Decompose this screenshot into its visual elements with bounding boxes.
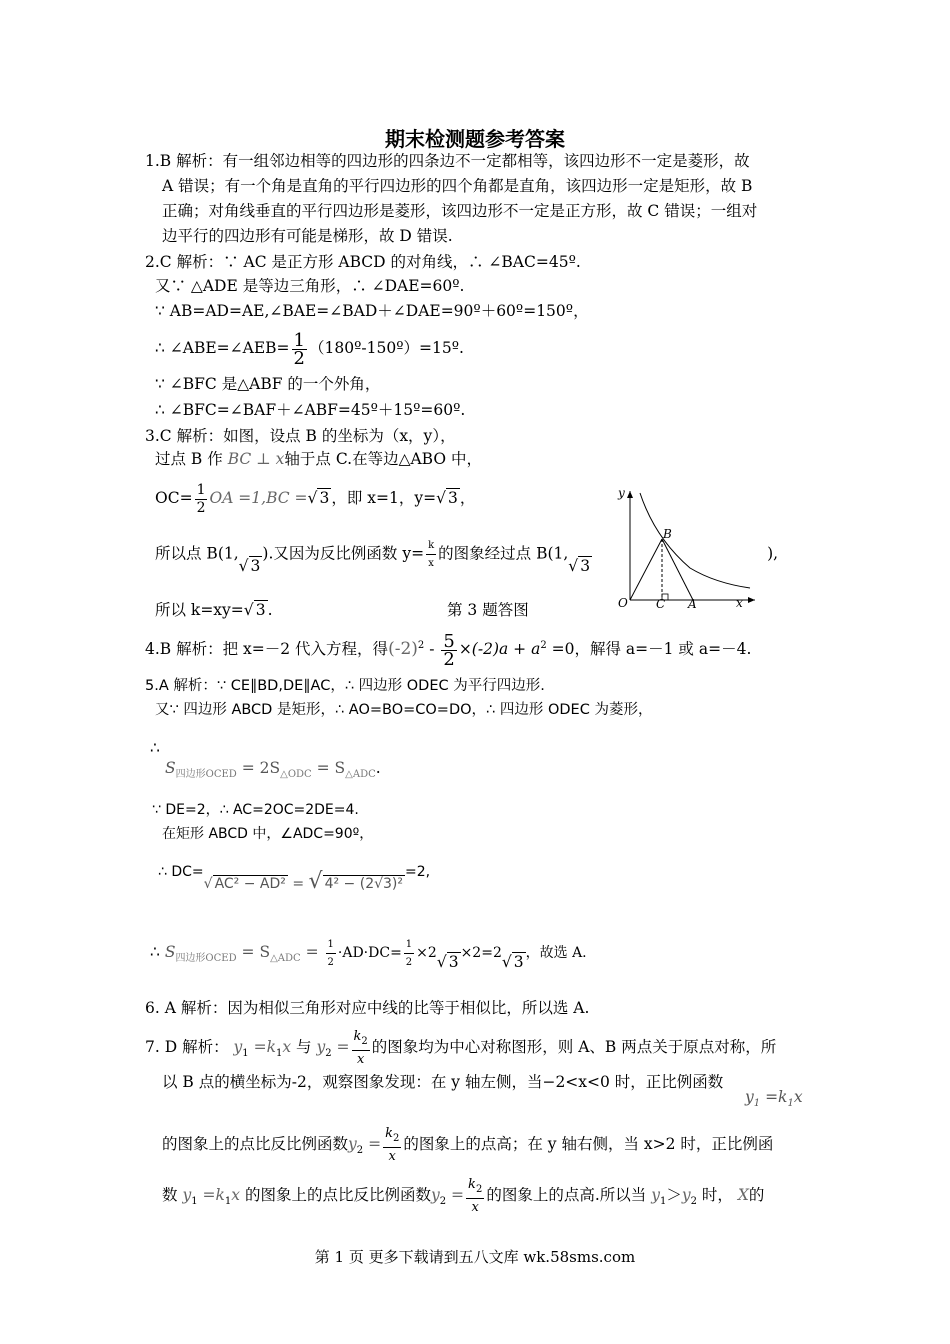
q2-line-1: 2.C 解析：∵ AC 是正方形 ABCD 的对角线，∴ ∠BAC=45º.	[145, 253, 581, 271]
q3-line-4: 所以点 B(1,√ 3).又因为反比例函数 y= $\frac{k}{x}$ 的图象经过点 B(1,√ 3),	[155, 537, 778, 572]
q3-caption: 第 3 题答图	[447, 601, 529, 619]
side-BA	[662, 539, 693, 600]
x-axis-arrow	[748, 597, 755, 603]
q5-line-5: 在矩形 ABCD 中，∠ADC=90º，	[162, 826, 374, 842]
q1-line-4: 边平行的四边形有可能是梯形，故 D 错误.	[162, 227, 453, 245]
label-B: B	[663, 527, 672, 541]
q4-line: 4.B 解析：把 x=－2 代入方程，得$(-2)^2$ - $\frac{5}{2}$ $\times(-2)a + a^2 =0$，解得 a=－1 或 a=－4.	[145, 630, 752, 670]
q3-line-2: 过点 B 作 BC ⊥ x轴于点 C.在等边△ABO 中，	[155, 450, 482, 468]
q2-line-2: 又∵ △ADE 是等边三角形，∴ ∠DAE=60º.	[155, 277, 465, 295]
q3-line-3: OC= $\frac{1}{2}$ OA =1,BC =√ 3 ，即 x=1，y=√ 3 ，	[155, 481, 476, 516]
q2-line-6: ∴ ∠BFC=∠BAF＋∠ABF=45º＋15º=60º.	[155, 401, 466, 419]
q7-line-1: 7. D 解析： $y_1 =k_1x$ 与 $y_2$ = $\frac{k_2}{x}$ 的图象均为中心对称图形，则 A、B 两点关于原点对称，所	[145, 1029, 777, 1067]
y-axis-arrow	[627, 491, 633, 498]
label-y: y	[618, 486, 625, 500]
q3-line-5: 所以 k=xy=√ 3 .	[155, 601, 273, 619]
q2-line-3: ∵ AB=AD=AE,∠BAE=∠BAD＋∠DAE=90º＋60º=150º，	[155, 302, 589, 320]
q6-line: 6. A 解析：因为相似三角形对应中线的比等于相似比，所以选 A.	[145, 999, 590, 1017]
hyperbola-curve	[640, 493, 750, 588]
q5-line-2: 又∵ 四边形 ABCD 是矩形，∴ AO=BO=CO=DO，∴ 四边形 ODEC 为菱形，	[155, 702, 653, 718]
page-footer: 第 1 页 更多下载请到五八文库 wk.58sms.com	[314, 1248, 636, 1266]
q2-line-5: ∵ ∠BFC 是△ABF 的一个外角，	[155, 375, 381, 393]
page-title: 期末检测题参考答案	[385, 127, 565, 151]
q5-line-1: 5.A 解析：∵ CE∥BD,DE∥AC，∴ 四边形 ODEC 为平行四边形.	[145, 678, 545, 694]
q1-line-3: 正确；对角线垂直的平行四边形是菱形，该四边形不一定是正方形，故 C 错误；一组对	[162, 202, 758, 220]
q7-formula-y1: $y_1 =k_1x$	[745, 1088, 803, 1109]
side-OB	[630, 539, 662, 600]
q3-graph	[610, 483, 760, 613]
q5-line-6: ∴ DC=√ AC² − AD² = √ 4² − (2√3)²=2,	[158, 864, 431, 894]
q5-line-4: ∵ DE=2，∴ AC=2OC=2DE=4.	[152, 802, 359, 818]
label-C: C	[656, 597, 666, 611]
q7-line-2: 以 B 点的横坐标为-2，观察图象发现：在 y 轴左侧，当−2<x<0 时，正比例函数	[162, 1073, 724, 1091]
q1-line-1: 1.B 解析：有一组邻边相等的四边形的四条边不一定都相等，该四边形不一定是菱形，故	[145, 152, 750, 170]
q3-line-1: 3.C 解析：如图，设点 B 的坐标为（x，y），	[145, 427, 456, 445]
q2-line-4: ∴ ∠ABE=∠AEB= $\frac{1}{2}$ （180º-150º）=15º.	[155, 329, 464, 369]
label-x: x	[736, 596, 743, 610]
label-A: A	[688, 597, 697, 611]
q7-line-3: 的图象上的点比反比例函数$y_2$ = $\frac{k_2}{x}$ 的图象上的点高；在 y 轴右侧，当 x>2 时，正比例函	[162, 1126, 774, 1164]
q7-line-4: 数 $y_1 =k_1x$ 的图象上的点比反比例函数$y_2$ = $\frac{k_2}{x}$ 的图象上的点高.所以当 $y_1>y_2$ 时， X的	[162, 1177, 765, 1215]
label-O: O	[618, 596, 628, 610]
q5-line-7: ∴ $S_{四边形OCED} = S_{\triangle ADC}$ = $\frac{1}{2}$ ·AD·DC= $\frac{1}{2}$ ×2√ 3 ×2=2√ 3 ，故选 A.	[150, 935, 587, 976]
q5-line-3: ∴ $S_{四边形OCED} = 2S_{\triangle ODC} = S_{\triangle ADC}$.	[150, 739, 381, 780]
q1-line-2: A 错误；有一个角是直角的平行四边形的四个角都是直角，该四边形一定是矩形，故 B	[162, 177, 753, 195]
